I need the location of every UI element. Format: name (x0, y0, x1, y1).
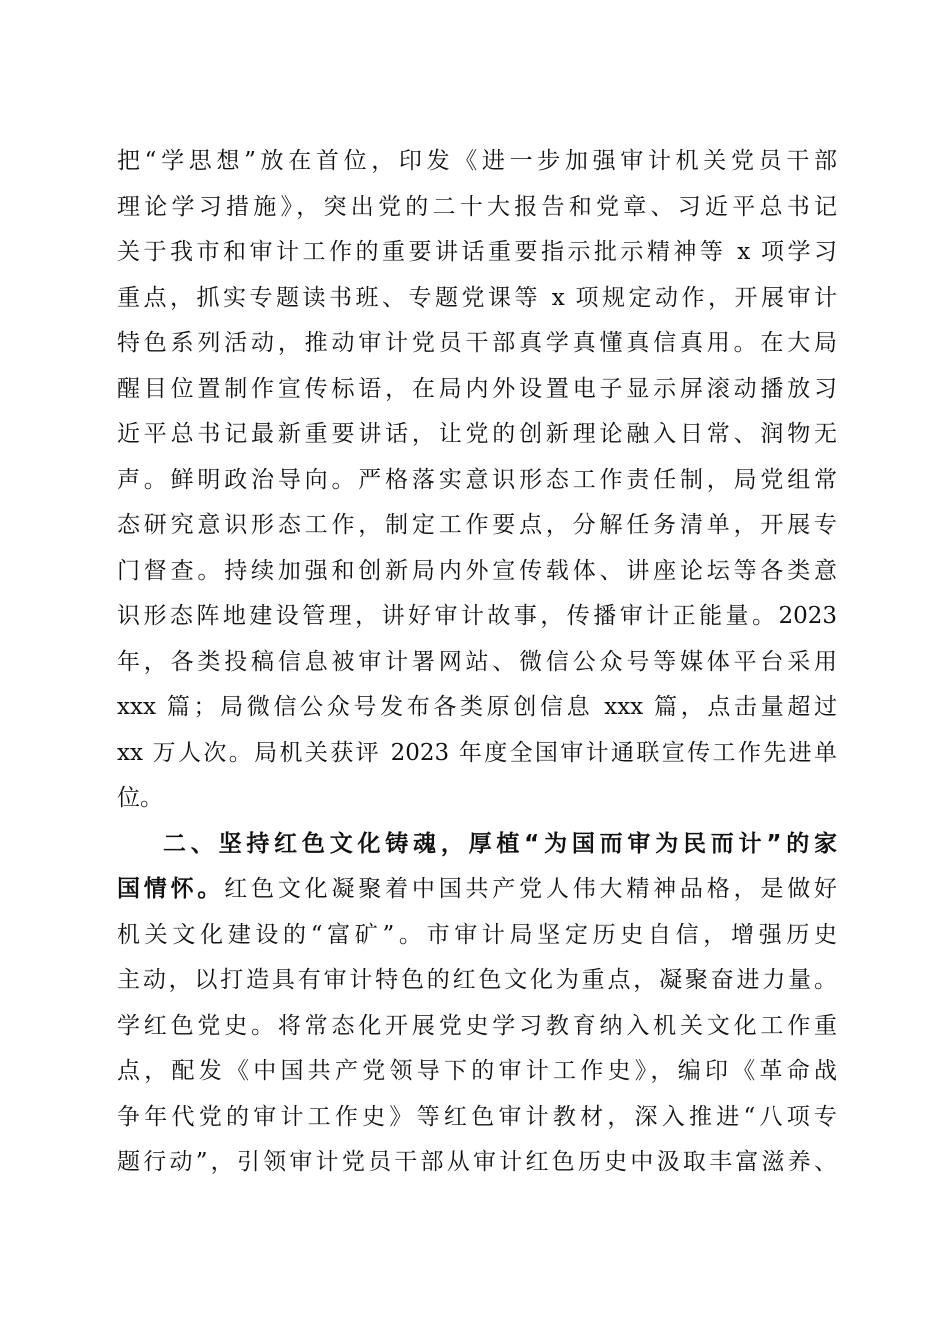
paragraph-1-line-6: 醒目位置制作宣传标语，在局内外设置电子显示屏滚动播放习 (117, 376, 837, 402)
section-heading-line-2 (117, 869, 837, 909)
paragraph-1-line-14: xx 万人次。局机关获评 2023 年度全国审计通联宣传工作先进单 (117, 740, 837, 766)
paragraph-1-line-10: 门督查。持续加强和创新局内外宣传载体、讲座论坛等各类意 (117, 558, 837, 584)
paragraph-1-line-1: 把“学思想”放在首位，印发《进一步加强审计机关党员干部 (117, 148, 837, 174)
paragraph-1-line-3: 关于我市和审计工作的重要讲话重要指示批示精神等 x 项学习 (117, 239, 837, 265)
paragraph-2-line-4: 点，配发《中国共产党领导下的审计工作史》，编印《革命战 (117, 1058, 837, 1084)
paragraph-1-line-4: 重点，抓实专题读书班、专题党课等 x 项规定动作，开展审计 (117, 285, 837, 311)
paragraph-2-line-6: 题行动”，引领审计党员干部从审计红色历史中汲取丰富滋养、 (117, 1149, 837, 1175)
paragraph-1-line-8: 声。鲜明政治导向。严格落实意识形态工作责任制，局党组常 (117, 467, 837, 493)
paragraph-2-line-5: 争年代党的审计工作史》等红色审计教材，深入推进“八项专 (117, 1104, 837, 1130)
paragraph-1-line-12: 年，各类投稿信息被审计署网站、微信公众号等媒体平台采用 (117, 649, 837, 675)
paragraph-1-line-5: 特色系列活动，推动审计党员干部真学真懂真信真用。在大局 (117, 330, 837, 356)
paragraph-1-line-2: 理论学习措施》，突出党的二十大报告和党章、习近平总书记 (117, 194, 837, 220)
paragraph-2-line-2: 主动，以打造具有审计特色的红色文化为重点，凝聚奋进力量。 (117, 967, 837, 993)
paragraph-1-line-7: 近平总书记最新重要讲话，让党的创新理论融入日常、润物无 (117, 421, 837, 447)
section-heading-line-1: 二、坚持红色文化铸魂，厚植“为国而审为民而计”的家 (163, 831, 837, 857)
paragraph-2-line-3: 学红色党史。将常态化开展党史学习教育纳入机关文化工作重 (117, 1013, 837, 1039)
paragraph-2-line-1: 机关文化建设的“富矿”。市审计局坚定历史自信，增强历史 (117, 922, 837, 948)
paragraph-1-line-9: 态研究意识形态工作，制定工作要点，分解任务清单，开展专 (117, 512, 837, 538)
paragraph-1-line-11: 识形态阵地建设管理，讲好审计故事，传播审计正能量。2023 (117, 603, 837, 629)
section-heading-bold-tail: 国情怀。 (117, 876, 225, 902)
paragraph-1-line-13: xxx 篇；局微信公众号发布各类原创信息 xxx 篇，点击量超过 (117, 694, 837, 720)
section-heading-body-start: 红色文化凝聚着中国共产党人伟大精神品格，是做好 (224, 876, 838, 902)
paragraph-1-line-15: 位。 (117, 785, 163, 811)
